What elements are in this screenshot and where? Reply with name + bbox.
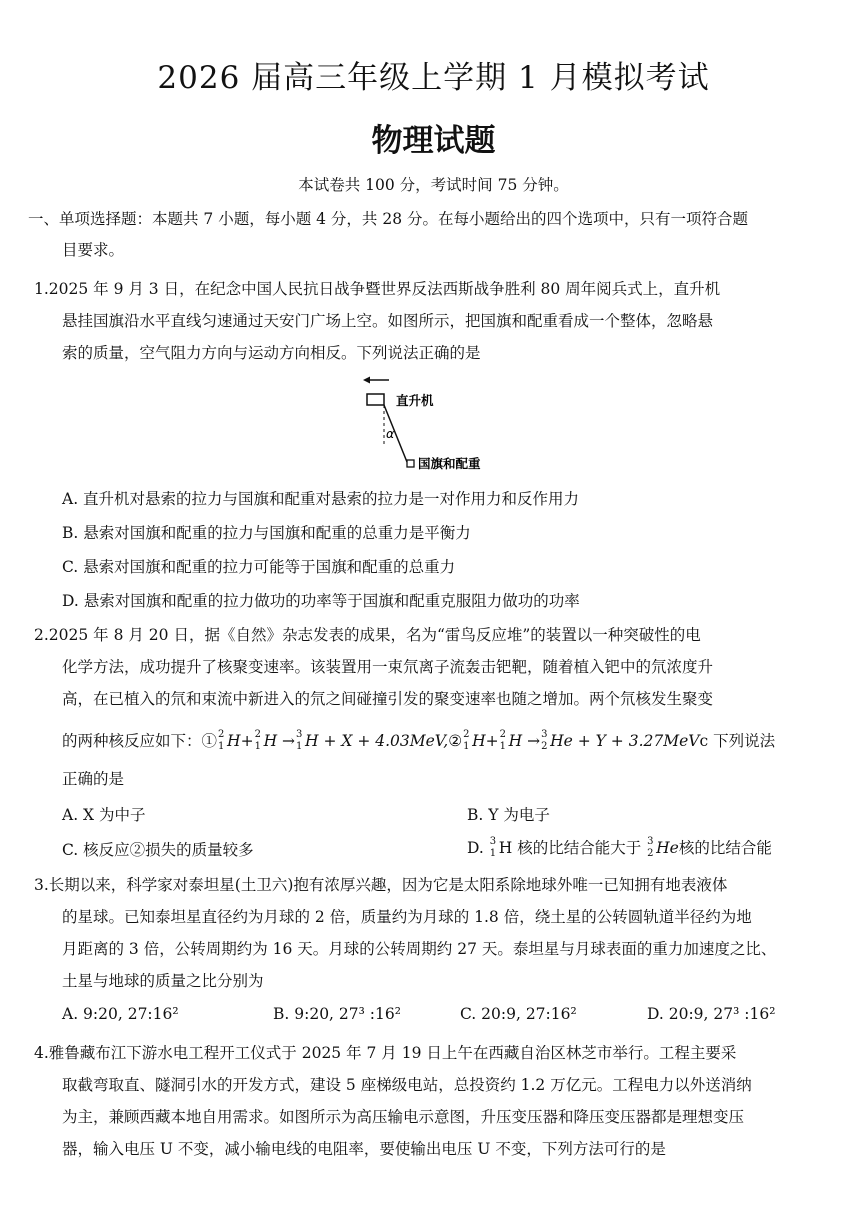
q2-option-c: C. 核反应②损失的质量较多: [62, 841, 254, 859]
subject-title: 物理试题: [371, 123, 496, 159]
helicopter-label: 直升机: [396, 393, 434, 408]
q3-line-1: 3.长期以来，科学家对泰坦星(土卫六)抱有浓厚兴趣，因为它是太阳系除地球外唯一已知拥有地表液体: [34, 876, 728, 894]
q4-line-4: 器，输入电压 U 不变，减小输电线的电阻率，要使输出电压 U 不变，下列方法可行的是: [62, 1140, 666, 1158]
q2-line-1: 2.2025 年 8 月 20 日，据《自然》杂志发表的成果，名为“雷鸟反应堆”的装置以一种突破性的电: [34, 626, 701, 644]
section-heading-cont: 目要求。: [62, 241, 125, 259]
q3-option-a: A. 9:20, 27:16²: [62, 1005, 179, 1023]
q2-line-last: 正确的是: [62, 770, 125, 788]
helicopter-figure: [355, 373, 515, 479]
q3-option-c: C. 20:9, 27:16²: [460, 1005, 577, 1023]
q4-line-3: 为主，兼顾西藏本地自用需求。如图所示为高压输电示意图，升压变压器和降压变压器都是理想变压: [62, 1108, 745, 1126]
q2-line-3: 高，在已植入的氘和束流中新进入的氘之间碰撞引发的聚变速率也随之增加。两个氘核发生聚变: [62, 690, 714, 708]
q1-option-d: D. 悬索对国旗和配重的拉力做功的功率等于国旗和配重克服阻力做功的功率: [62, 592, 580, 610]
q1-line-3: 索的质量，空气阻力方向与运动方向相反。下列说法正确的是: [62, 344, 481, 362]
q3-line-4: 土星与地球的质量之比分别为: [62, 972, 264, 990]
section-heading: 一、单项选择题：本题共 7 小题，每小题 4 分，共 28 分。在每小题给出的四个选项中，只有一项符合题: [28, 210, 749, 228]
q3-line-2: 的星球。已知泰坦星直径约为月球的 2 倍，质量约为月球的 1.8 倍，绕土星的公转圆轨道半径约为地: [62, 908, 752, 926]
angle-label: α: [386, 426, 395, 441]
q1-option-a: A. 直升机对悬索的拉力与国旗和配重对悬索的拉力是一对作用力和反作用力: [62, 490, 580, 508]
q2-option-a: A. X 为中子: [62, 806, 146, 824]
q2-option-b: B. Y 为电子: [467, 806, 550, 824]
q1-option-c: C. 悬索对国旗和配重的拉力可能等于国旗和配重的总重力: [62, 558, 456, 576]
exam-title: 2026 届高三年级上学期 1 月模拟考试: [157, 60, 710, 96]
weight-label: 国旗和配重: [418, 456, 481, 471]
q3-option-b: B. 9:20, 27³ :16²: [273, 1005, 401, 1023]
q3-option-d: D. 20:9, 27³ :16²: [647, 1005, 776, 1023]
q1-option-b: B. 悬索对国旗和配重的拉力与国旗和配重的总重力是平衡力: [62, 524, 471, 542]
helicopter-box: [367, 394, 384, 405]
q1-line-1: 1.2025 年 9 月 3 日，在纪念中国人民抗日战争暨世界反法西斯战争胜利 80 周年阅兵式上，直升机: [34, 280, 721, 298]
exam-info: 本试卷共 100 分，考试时间 75 分钟。: [298, 176, 569, 194]
q1-line-2: 悬挂国旗沿水平直线匀速通过天安门广场上空。如图所示，把国旗和配重看成一个整体，忽略悬: [62, 312, 714, 330]
q2-line-2: 化学方法，成功提升了核聚变速率。该装置用一束氘离子流轰击钯靶，随着植入钯中的氘浓度升: [62, 658, 714, 676]
q4-line-2: 取截弯取直、隧洞引水的开发方式，建设 5 座梯级电站，总投资约 1.2 万亿元。工程电力以外送消纳: [62, 1076, 752, 1094]
q3-line-3: 月距离的 3 倍，公转周期约为 16 天。月球的公转周期约 27 天。泰坦星与月球表面的重力加速度之比、: [62, 940, 777, 958]
flag-weight-box: [407, 460, 414, 467]
q4-line-1: 4.雅鲁藏布江下游水电工程开工仪式于 2025 年 7 月 19 日上午在西藏自治区林芝市举行。工程主要采: [34, 1044, 737, 1062]
q2-option-d: D. 3 1 H 核的比结合能大于 3 2 He核的比结合能: [467, 836, 772, 859]
motion-arrow-head: [363, 377, 370, 384]
q2-equations: 的两种核反应如下：① 2 1 H+ 2 1 H → 3 1 H + X + 4.03MeV,② 2 1 H+ 2 1 H → 3 2 He + Y + 3.27MeVc 下列说法: [62, 729, 776, 752]
